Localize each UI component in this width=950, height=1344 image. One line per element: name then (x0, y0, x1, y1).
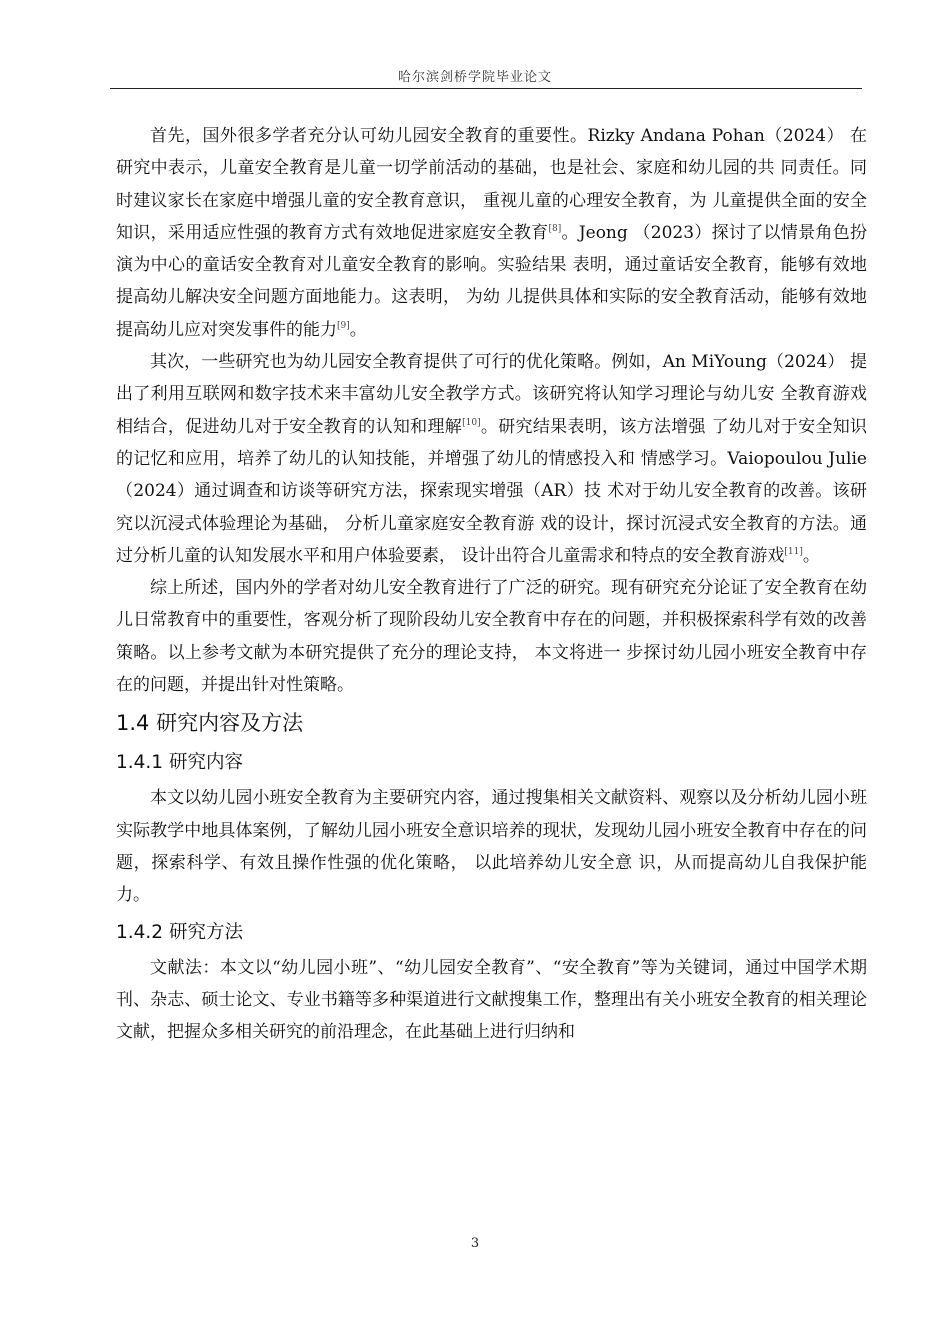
header-divider (110, 88, 862, 89)
paragraph-text: 。 (349, 319, 367, 340)
paragraph-summary (116, 572, 867, 701)
citation-ref: [11] (784, 546, 803, 557)
section-heading-1-4-2: 1.4.2 研究方法 (116, 921, 243, 943)
page-body (116, 120, 867, 1048)
paragraph-text: 首先，国外很多学者充分认可幼儿园安全教育的重要性。Rizky Andana Pohan（2024） 在研究中表示，儿童安全教育是儿童一切学前活动的基础，也是社会、家庭和幼儿园的共 同责任。同时建议家长在家庭中增强儿童的安全教育意识， 重视儿童的心理安全教育，为 儿童提供全面的安全知识，采用适应性强的教育方式有效地促进家庭安全教育 (116, 126, 867, 243)
paragraph-text: 本文以幼儿园小班安全教育为主要研究内容，通过搜集相关文献资料、观察以及分析幼儿园小班实际教学中地具体案例，了解幼儿园小班安全意识培养的现状，发现幼儿园小班安全教育中存在的问题，探索科学、有效且操作性强的优化策略， 以此培养幼儿安全意 识，从而提高幼儿自我保护能力。 (116, 788, 867, 906)
paragraph-text: 。 (802, 545, 820, 566)
citation-ref: [8] (548, 223, 562, 234)
paragraph-text: 。Jeong （2023）探讨了以情景角色扮演为中心的童话安全教育对儿童安全教育的影响。实验结果 表明，通过童话安全教育，能够有效地提高幼儿解决安全问题方面地能力。这表明， 为幼 儿提供具体和实际的安全教育活动，能够有效地提高幼儿应对突发事件的能力 (116, 222, 868, 340)
page-header: 哈尔滨剑桥学院毕业论文 (397, 70, 552, 85)
paragraph-text: 。研究结果表明，该方法增强 了幼儿对于安全知识的记忆和应用，培养了幼儿的认知技能，并增强了幼儿的情感投入和 情感学习。Vaiopoulou Julie（2024）通过调查和访谈等研究方法，探索现实增强（AR）技 术对于幼儿安全教育的改善。该研究以沉浸式体验理论为基础， 分析儿童家庭安全教育游 戏的设计，探讨沉浸式安全教育的方法。通过分析儿童的认知发展水平和用户体验要素， 设计出符合儿童需求和特点的安全教育游戏 (116, 416, 868, 566)
paragraph-research-methods (116, 952, 867, 1049)
paragraph-foreign-research (116, 120, 867, 346)
paragraph-optimization-strategies (116, 346, 867, 572)
paragraph-text: 综上所述，国内外的学者对幼儿安全教育进行了广泛的研究。现有研究充分论证了安全教育在幼儿日常教育中的重要性，客观分析了现阶段幼儿安全教育中存在的问题，并积极探索科学有效的改善策略。以上参考文献为本研究提供了充分的理论支持， 本文将进一 步探讨幼儿园小班安全教育中存在的问题，并提出针对性策略。 (116, 578, 867, 696)
citation-ref: [9] (337, 320, 350, 331)
page-number: 3 (470, 1236, 480, 1251)
paragraph-text: 文献法：本文以“幼儿园小班”、“幼儿园安全教育”、“安全教育”等为关键词，通过中国学术期刊、杂志、硕士论文、专业书籍等多种渠道进行文献搜集工作，整理出有关小班安全教育的相关理论文献，把握众多相关研究的前沿理念，在此基础上进行归纳和 (116, 957, 867, 1043)
section-heading-1-4: 1.4 研究内容及方法 (116, 711, 304, 736)
section-heading-1-4-1: 1.4.1 研究内容 (116, 752, 243, 774)
paragraph-research-content (116, 782, 867, 911)
citation-ref: [10] (462, 417, 481, 428)
paragraph-text: 其次，一些研究也为幼儿园安全教育提供了可行的优化策略。例如，An MiYoung（2024） 提出了利用互联网和数字技术来丰富幼儿安全教学方式。该研究将认知学习理论与幼儿安 全教育游戏相结合，促进幼儿对于安全教育的认知和理解 (116, 352, 867, 437)
